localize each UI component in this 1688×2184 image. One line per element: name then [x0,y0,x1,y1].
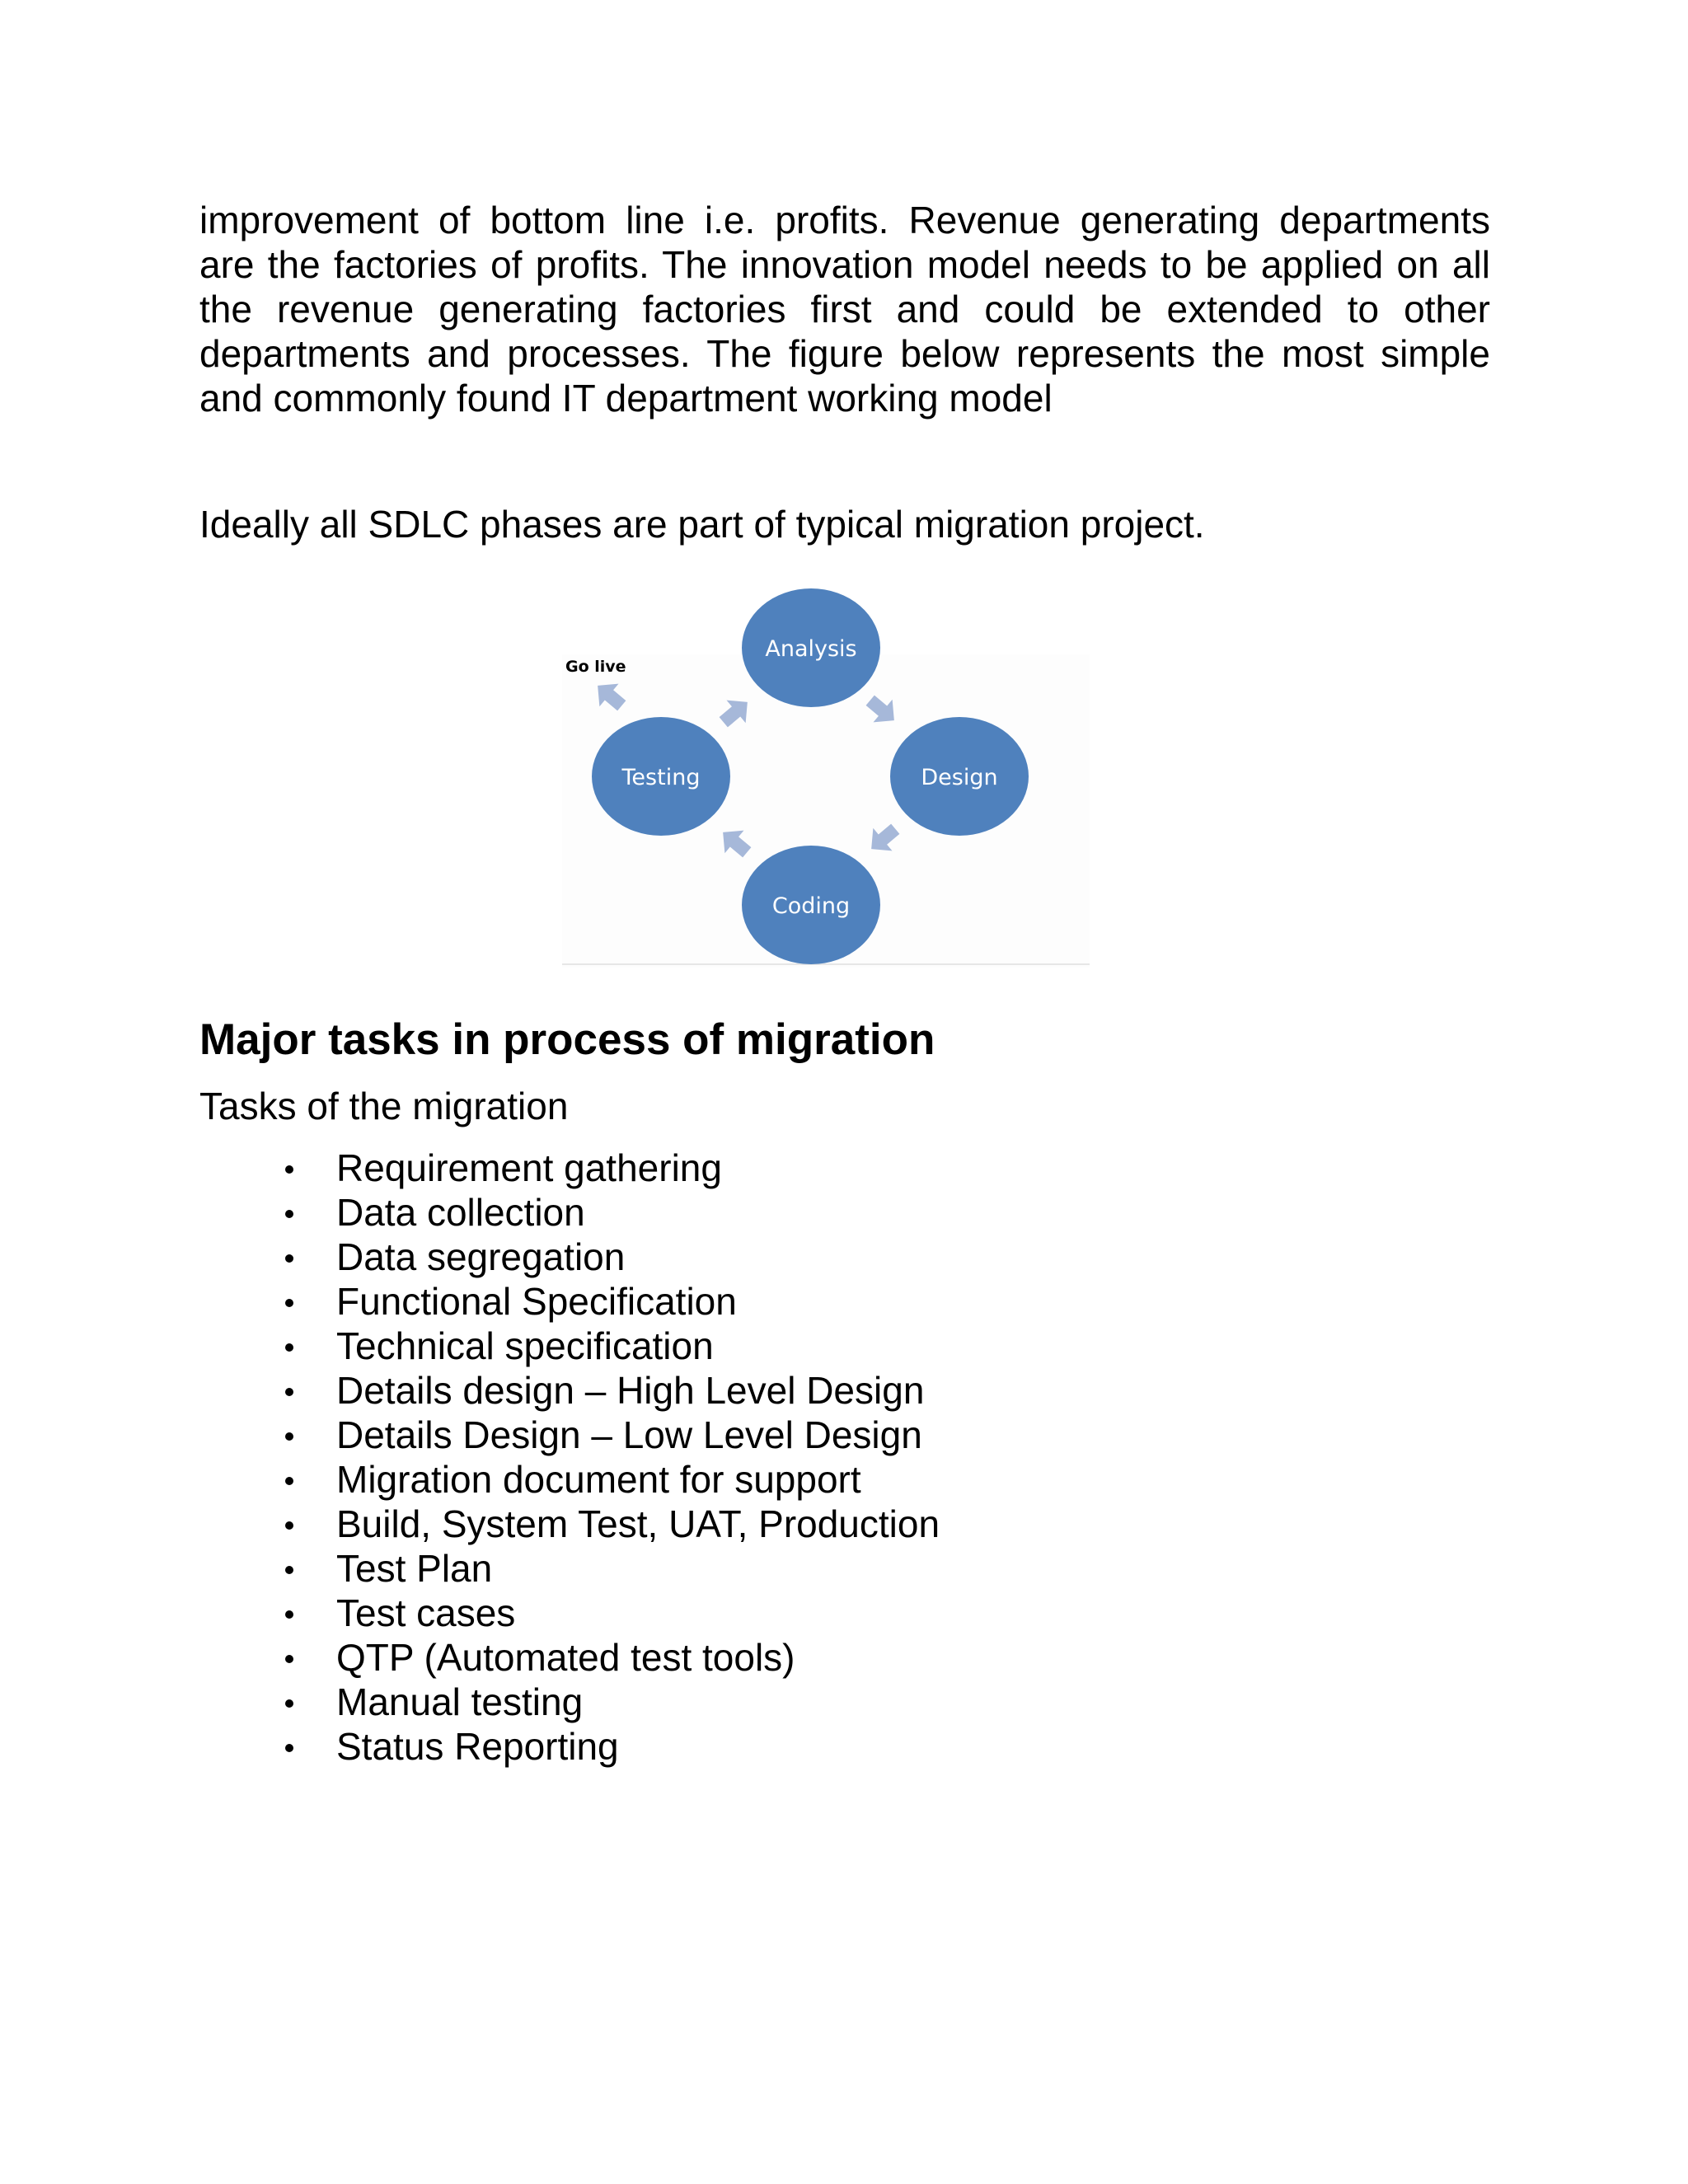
list-item [282,1635,940,1680]
bullet-icon [285,1655,293,1663]
go-live-label: Go live [565,658,626,676]
node-design [890,717,1029,836]
list-item [282,1680,940,1724]
intro-paragraph-line: are the factories of profits. The innovation model needs to be applied on all [199,243,1490,286]
list-item-text: Technical specification [336,1324,714,1367]
list-item [282,1546,940,1591]
intro-paragraph [199,198,1490,420]
node-analysis-label: Analysis [765,636,857,662]
list-item-text: Details design – High Level Design [336,1369,925,1412]
list-item [282,1724,940,1769]
sdlc-sentence: Ideally all SDLC phases are part of typical migration project. [199,503,1205,546]
bullet-icon [285,1744,293,1752]
list-item [282,1190,940,1235]
bullet-icon [285,1254,293,1263]
list-item [282,1368,940,1413]
bullet-icon [285,1610,293,1619]
list-item-text: Details Design – Low Level Design [336,1413,922,1456]
bullet-icon [285,1299,293,1307]
node-analysis [742,588,880,707]
node-coding-label: Coding [771,893,851,919]
intro-paragraph-line: the revenue generating factories first and could be extended to other [199,288,1490,330]
list-item-text: Status Reporting [336,1725,619,1768]
node-design-label: Design [921,765,998,790]
intro-paragraph-line: improvement of bottom line i.e. profits. Revenue generating departments [199,199,1490,241]
list-item-text: Manual testing [336,1680,584,1723]
sdlc-cycle-diagram [562,580,1090,968]
list-item-text: Test Plan [336,1547,493,1590]
intro-paragraph-line: departments and processes. The figure below represents the most simple [199,332,1490,375]
list-item [282,1591,940,1635]
node-coding [742,846,880,964]
list-item [282,1502,940,1546]
bullet-icon [285,1566,293,1574]
list-item [282,1457,940,1502]
bullet-icon [285,1388,293,1396]
bullet-icon [285,1165,293,1174]
bullet-icon [285,1521,293,1530]
bullet-icon [285,1477,293,1485]
list-item-text: Functional Specification [336,1280,737,1323]
section-subheading: Tasks of the migration [199,1085,569,1127]
list-item [282,1279,940,1324]
list-item-text: Requirement gathering [336,1146,722,1189]
list-item [282,1235,940,1279]
task-list [282,1146,940,1769]
bullet-icon [285,1343,293,1352]
list-item-text: QTP (Automated test tools) [336,1636,795,1679]
sdlc-cycle-svg [562,580,1090,968]
node-testing [592,717,730,836]
list-item [282,1413,940,1457]
list-item-text: Data segregation [336,1235,626,1278]
list-item [282,1324,940,1368]
bullet-icon [285,1210,293,1218]
intro-paragraph-line: and commonly found IT department working model [199,377,1053,419]
bullet-icon [285,1699,293,1708]
list-item [282,1146,940,1190]
list-item-text: Test cases [336,1591,516,1634]
bullet-icon [285,1432,293,1441]
list-item-text: Data collection [336,1191,585,1234]
list-item-text: Build, System Test, UAT, Production [336,1502,940,1545]
list-item-text: Migration document for support [336,1458,861,1501]
node-testing-label: Testing [621,765,701,790]
section-heading: Major tasks in process of migration [199,1015,935,1064]
